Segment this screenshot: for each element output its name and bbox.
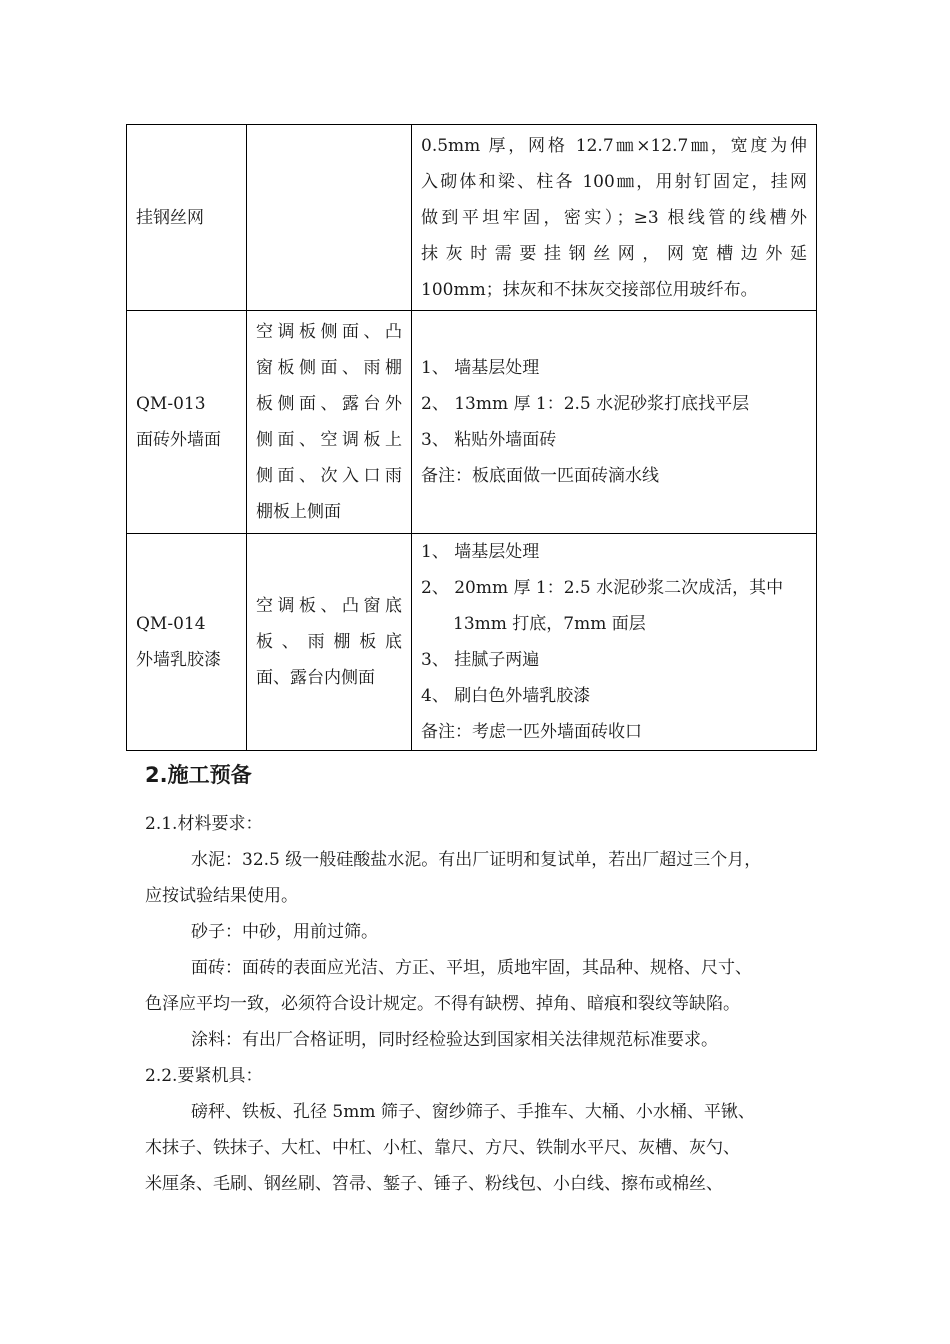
cell-text: 板侧面、露台外 (256, 394, 402, 414)
cell-code (127, 125, 247, 311)
cell-text: 板、雨棚板底 (256, 632, 402, 652)
cell-text: 侧面、次入口雨 (256, 466, 402, 486)
cell-text: 3、 挂腻子两遍 (421, 650, 540, 670)
table-row (127, 311, 817, 534)
cell-location (247, 311, 412, 534)
section-body (145, 806, 817, 1202)
cell-text: 4、 刷白色外墙乳胶漆 (421, 686, 591, 706)
paragraph-tools: 磅秤、铁板、孔径 5mm 筛子、窗纱筛子、手推车、大桶、小水桶、平锹、 (191, 1102, 755, 1122)
cell-text: 挂钢丝网 (136, 207, 204, 228)
cell-text: 13mm 打底，7mm 面层 (453, 614, 646, 634)
section-heading: 2.施工预备 (145, 763, 252, 787)
cell-code (127, 311, 247, 534)
cell-text: 备注：考虑一匹外墙面砖收口 (421, 722, 642, 742)
cell-text: 1、 墙基层处理 (421, 542, 540, 562)
table-row (127, 125, 817, 311)
paragraph-sand: 砂子：中砂，用前过筛。 (191, 922, 378, 942)
cell-text: 外墙乳胶漆 (136, 650, 221, 670)
paragraph-tile: 面砖：面砖的表面应光洁、方正、平坦，质地牢固，其品种、规格、尺寸、 (191, 958, 752, 978)
cell-text: 入砌体和梁、柱各 100㎜，用射钉固定，挂网 (421, 171, 807, 192)
cell-text: 备注：板底面做一匹面砖滴水线 (421, 466, 659, 486)
cell-location (247, 534, 412, 751)
cell-text: 2、 13mm 厚 1：2.5 水泥砂浆打底找平层 (421, 394, 750, 414)
cell-text: 空调板侧面、凸 (256, 322, 402, 342)
cell-text: 3、 粘贴外墙面砖 (421, 430, 557, 450)
subheading-tools: 2.2.要紧机具： (145, 1066, 263, 1086)
cell-text: 面砖外墙面 (136, 430, 221, 450)
paragraph-cement: 水泥：32.5 级一般硅酸盐水泥。有出厂证明和复试单，若出厂超过三个月， (191, 850, 762, 870)
cell-text: 抹灰时需要挂钢丝网，网宽槽边外延 (421, 243, 807, 264)
cell-text: 0.5mm 厚，网格 12.7㎜×12.7㎜，宽度为伸 (421, 135, 807, 156)
cell-text: QM-014 (136, 614, 206, 634)
cell-code (127, 534, 247, 751)
paragraph-tools-cont: 米厘条、毛刷、钢丝刷、笤帚、錾子、锤子、粉线包、小白线、擦布或棉丝、 (145, 1174, 723, 1194)
cell-text: 窗板侧面、雨棚 (256, 358, 402, 378)
paragraph-tools-cont: 木抹子、铁抹子、大杠、中杠、小杠、靠尺、方尺、铁制水平尺、灰槽、灰勺、 (145, 1138, 740, 1158)
paragraph-cement-cont: 应按试验结果使用。 (145, 886, 298, 906)
cell-text: QM-013 (136, 394, 206, 414)
cell-method (412, 534, 817, 751)
table-row (127, 534, 817, 751)
paragraph-tile-cont: 色泽应平均一致，必须符合设计规定。不得有缺楞、掉角、暗痕和裂纹等缺陷。 (145, 994, 740, 1014)
cell-text: 做到平坦牢固，密实）；≥3 根线管的线槽外 (421, 207, 807, 228)
cell-text: 面、露台内侧面 (256, 668, 375, 688)
cell-method (412, 311, 817, 534)
cell-text: 100mm；抹灰和不抹灰交接部位用玻纤布。 (421, 279, 758, 300)
cell-text: 1、 墙基层处理 (421, 358, 540, 378)
cell-text: 空调板、凸窗底 (256, 596, 402, 616)
paragraph-paint: 涂料：有出厂合格证明，同时经检验达到国家相关法律规范标准要求。 (191, 1030, 718, 1050)
cell-text: 侧面、空调板上 (256, 430, 402, 450)
cell-text: 棚板上侧面 (256, 502, 341, 522)
cell-location (247, 125, 412, 311)
subheading-materials: 2.1.材料要求： (145, 814, 263, 834)
cell-method (412, 125, 817, 311)
spec-table (126, 124, 817, 751)
cell-text: 2、 20mm 厚 1：2.5 水泥砂浆二次成活，其中 (421, 578, 784, 598)
